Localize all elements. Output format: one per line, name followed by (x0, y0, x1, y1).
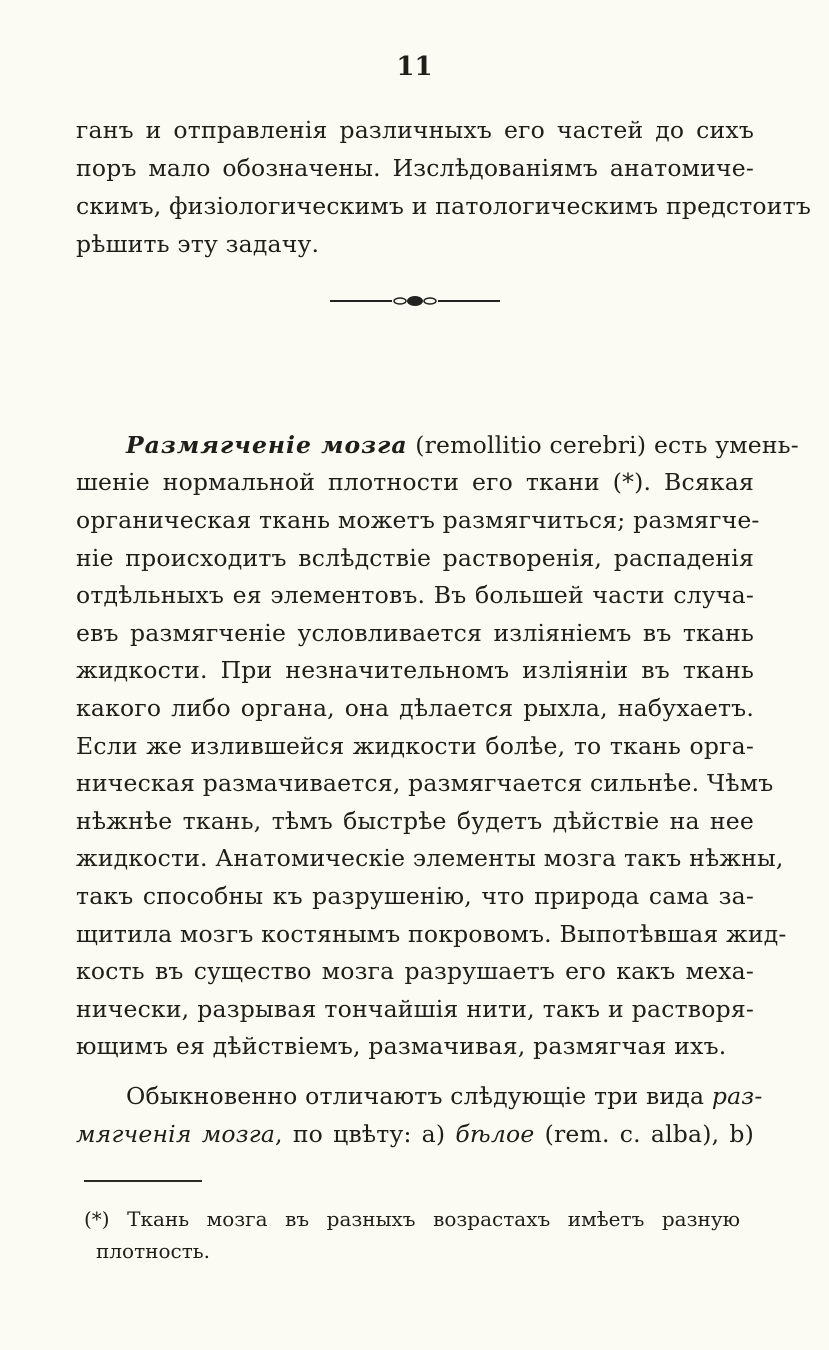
intro-line: ганъ и отправленія различныхъ его частей до сихъ (76, 116, 754, 144)
section-line: ющимъ ея дѣйствіемъ, размачивая, размягчая ихъ. (76, 1032, 727, 1060)
section-line: органическая ткань можетъ размягчиться; размягче- (76, 506, 760, 534)
paragraph2-line (76, 1119, 754, 1149)
section-lead-line (126, 430, 799, 460)
section-line: шеніе нормальной плотности его ткани (*). Всякая (76, 468, 754, 496)
intro-line: поръ мало обозначены. Изслѣдованіямъ анатомиче- (76, 154, 754, 182)
intro-line: скимъ, физіологическимъ и патологическимъ предстоитъ (76, 192, 811, 220)
section-line: евъ размягченіе условливается изліяніемъ въ ткань (76, 619, 754, 647)
section-line: такъ способны къ разрушенію, что природа сама за- (76, 882, 754, 910)
section-line: нѣжнѣе ткань, тѣмъ быстрѣе будетъ дѣйствіе на нее (76, 807, 754, 835)
paragraph2-italic: бѣлое (455, 1120, 535, 1148)
intro-line: рѣшить эту задачу. (76, 230, 320, 258)
section-line: Если же излившейся жидкости болѣе, то ткань орга- (76, 732, 754, 760)
section-line: нически, разрывая тончайшія нити, такъ и растворя- (76, 995, 754, 1023)
section-line: отдѣльныхъ ея элементовъ. Въ большей части случа- (76, 581, 754, 609)
paragraph2-italic: мягченія мозга (76, 1120, 276, 1148)
section-line: жидкости. При незначительномъ изліяніи въ ткань (76, 656, 754, 684)
page-number: 11 (396, 52, 433, 82)
paragraph2-text: , по цвѣту: а) (275, 1120, 456, 1148)
section-line: кость въ существо мозга разрушаетъ его какъ меха- (76, 957, 754, 985)
paragraph2-line (126, 1081, 763, 1111)
section-line: жидкости. Анатомическіе элементы мозга такъ нѣжны, (76, 844, 784, 872)
section-lead-rest: (remollitio cerebri) есть умень- (407, 431, 799, 459)
paragraph2-text: Обыкновенно отличаютъ слѣдующіе три вида (126, 1082, 712, 1110)
section-term: Размягченіе мозга (126, 431, 408, 459)
section-line: какого либо органа, она дѣлается рыхла, набухаетъ. (76, 694, 754, 722)
section-line: ническая размачивается, размягчается сильнѣе. Чѣмъ (76, 769, 774, 797)
paragraph2-italic: раз- (711, 1082, 763, 1110)
footnote-rule (84, 1180, 202, 1182)
paragraph2-text: (rem. c. alba), b) (534, 1120, 755, 1148)
section-line: щитила мозгъ костянымъ покровомъ. Выпотѣвшая жид- (76, 920, 787, 948)
section-line: ніе происходитъ вслѣдствіе растворенія, распаденія (76, 544, 754, 572)
ornament-divider-icon (330, 294, 500, 308)
footnote-line: плотность. (96, 1239, 211, 1263)
footnote-line: (*) Ткань мозга въ разныхъ возрастахъ имѣетъ разную (84, 1207, 740, 1231)
